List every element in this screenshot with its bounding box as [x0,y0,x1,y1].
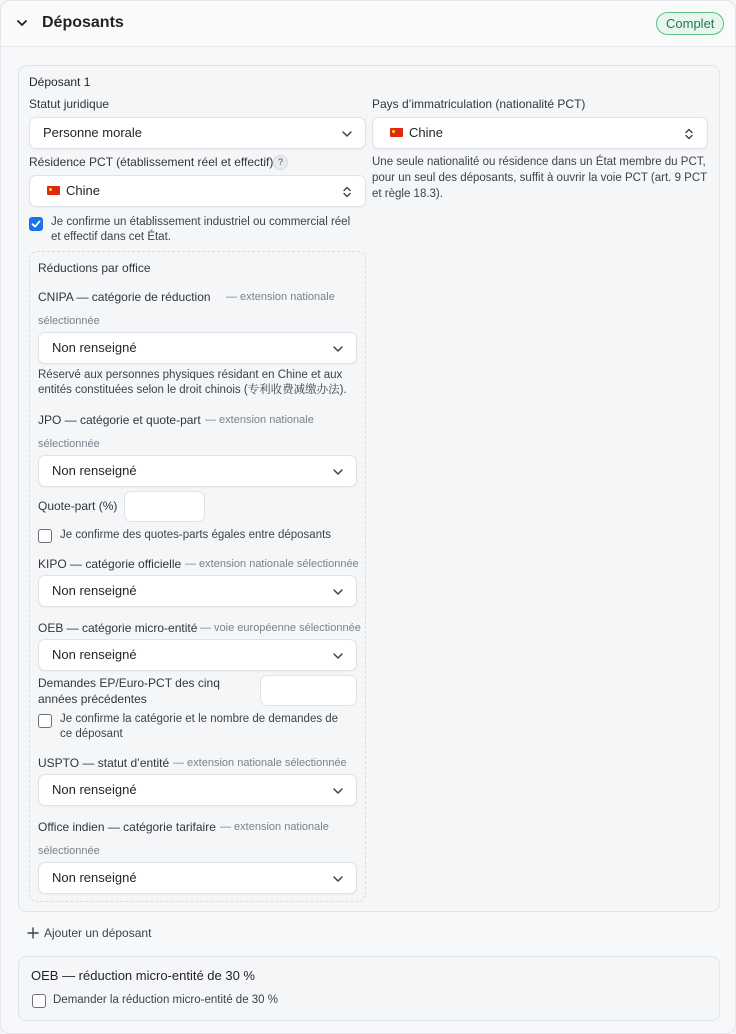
confirm-establishment-checkbox[interactable] [29,217,43,231]
residence-select[interactable] [29,175,366,207]
legal-status-value: Personne morale [43,125,142,140]
cnipa-note-line1: Réservé aux personnes physiques résidant en Chine et aux [38,369,343,381]
chevron-down-icon [332,649,344,661]
oeb-select[interactable] [38,639,357,671]
section-header[interactable] [1,1,735,47]
oeb-reduction-checkbox[interactable] [32,994,46,1008]
chevron-down-icon [341,127,353,139]
residence-value: Chine [66,183,100,198]
nationality-label: Pays d’immatriculation (nationalité PCT) [372,97,586,111]
jpo-hint-b: sélectionnée [38,438,100,450]
plus-icon [27,927,39,942]
india-label: Office indien — catégorie tarifaire [38,820,216,834]
updown-chevron-icon [683,127,695,139]
status-badge: Complet [656,12,724,35]
kipo-label: KIPO — catégorie officielle [38,557,182,571]
residence-value-wrap [47,176,100,206]
confirm-establishment-line1: Je confirme un établissement industriel ou commercial réel [51,216,351,228]
oeb-reduction-title: OEB — réduction micro-entité de 30 % [31,968,255,983]
oeb-confirm-line2: ce déposant [60,728,123,740]
nationality-note: Une seule nationalité ou résidence dans un État membre du PCT, pour un seul des déposants, suffit à ouvrir la voie PCT (art. 9 PCT et règle 18.3). [372,156,707,200]
oeb-confirm-line1: Je confirme la catégorie et le nombre de demandes de [60,713,339,725]
cnipa-hint-a: — extension nationale [226,291,335,303]
chevron-down-icon [332,872,344,884]
jpo-confirm-checkbox[interactable] [38,529,52,543]
jpo-value: Non renseigné [52,463,137,478]
nationality-value: Chine [409,125,443,140]
uspto-hint: — extension nationale sélectionnée [173,757,347,769]
jpo-share-label: Quote-part (%) [38,499,118,513]
oeb-label: OEB — catégorie micro-entité [38,621,198,635]
cnipa-note-line2: entités constituées selon le droit chinois (专利收费减缴办法). [38,384,347,396]
add-applicant-label: Ajouter un déposant [44,926,152,940]
updown-chevron-icon [341,185,353,197]
section-title: Déposants [42,14,124,31]
residence-label: Résidence PCT (établissement réel et effectif) [29,155,274,169]
collapse-chevron-icon[interactable] [15,16,29,30]
oeb-value: Non renseigné [52,647,137,662]
oeb-reduction-card [18,956,720,1021]
uspto-select[interactable] [38,774,357,806]
kipo-select[interactable] [38,575,357,607]
jpo-label: JPO — catégorie et quote-part [38,413,201,427]
legal-status-select[interactable] [29,117,366,149]
jpo-select[interactable] [38,455,357,487]
chevron-down-icon [332,784,344,796]
cnipa-select[interactable] [38,332,357,364]
oeb-hint: — voie européenne sélectionnée [200,622,361,634]
nationality-value-wrap [390,118,443,148]
india-hint-a: — extension nationale [220,821,329,833]
oeb-reduction-checkbox-label: Demander la réduction micro-entité de 30 % [53,994,279,1006]
help-icon[interactable]: ? [273,155,288,170]
india-hint-b: sélectionnée [38,845,100,857]
uspto-value: Non renseigné [52,782,137,797]
chevron-down-icon [332,342,344,354]
cnipa-hint-b: sélectionnée [38,315,100,327]
oeb-requests-line1: Demandes EP/Euro-PCT des cinq [38,676,220,690]
oeb-requests-input[interactable] [260,675,357,706]
kipo-hint: — extension nationale sélectionnée [185,558,359,570]
jpo-confirm-label: Je confirme des quotes-parts égales entre déposants [60,529,332,541]
chevron-down-icon [332,585,344,597]
confirm-establishment-line2: et effectif dans cet État. [51,231,171,243]
india-value: Non renseigné [52,870,137,885]
india-select[interactable] [38,862,357,894]
applicant-heading: Déposant 1 [29,75,91,89]
add-applicant-button[interactable] [27,926,151,942]
nationality-select[interactable] [372,117,708,149]
chevron-down-icon [332,465,344,477]
jpo-hint-a: — extension nationale [205,414,314,426]
china-flag-icon [390,128,403,137]
kipo-value: Non renseigné [52,583,137,598]
reductions-heading: Réductions par office [38,261,151,275]
legal-status-label: Statut juridique [29,97,110,111]
oeb-confirm-checkbox[interactable] [38,714,52,728]
cnipa-label: CNIPA — catégorie de réduction [38,290,211,304]
china-flag-icon [47,186,60,195]
uspto-label: USPTO — statut d’entité [38,756,170,770]
cnipa-value: Non renseigné [52,340,137,355]
jpo-share-input[interactable] [124,491,205,522]
oeb-requests-line2: années précédentes [38,692,147,706]
